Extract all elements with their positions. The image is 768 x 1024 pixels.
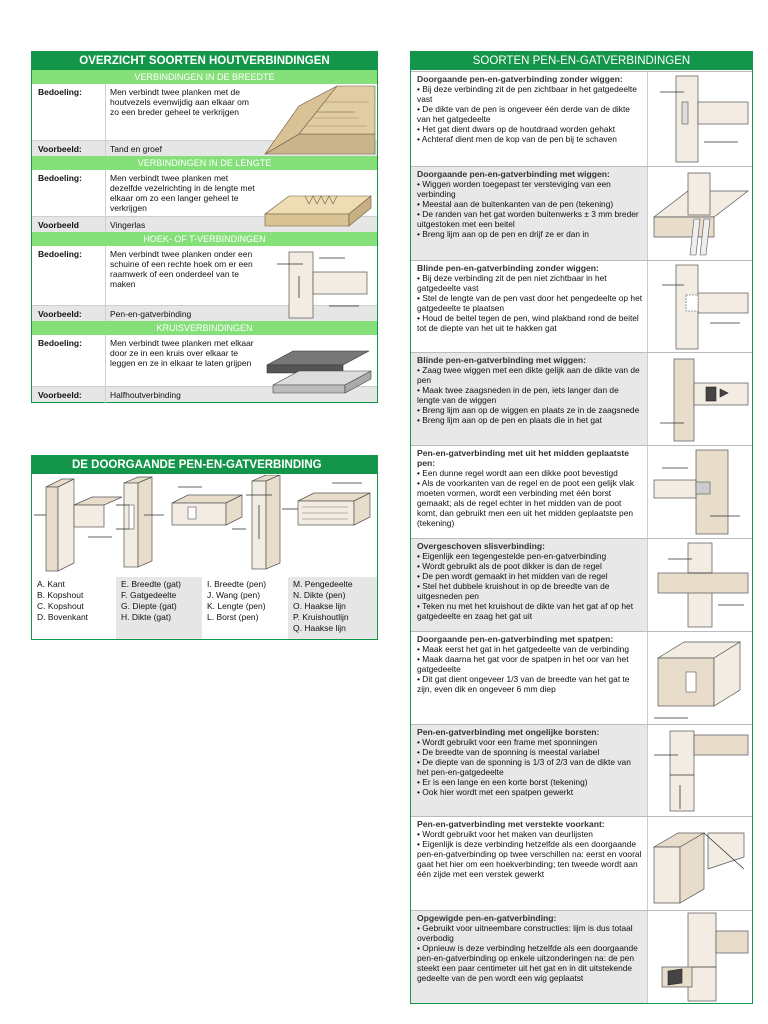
joint-type-title: Overgeschoven slisverbinding: [417,541,545,551]
legend-item: L. Borst (pen) [207,612,259,622]
joint-type-bullet: • Stel de lengte van de pen vast door het pengedeelte op het gatgedeelte te plaatsen [417,293,643,313]
joint-type-bullet: • Gebruikt voor uitneembare constructies: lijm is dus totaal overbodig [417,923,643,943]
half-lap-image [259,335,377,403]
legend-item: A. Kant [37,579,65,589]
through-joint-title: DE DOORGAANDE PEN-EN-GATVERBINDING [32,456,377,474]
joint-type-bullet: • Achteraf dient men de kop van de pen bij te schaven [417,134,643,144]
joint-type-bullet: • Als de voorkanten van de regel en de poot een gelijk vlak moeten vormen, wordt een verbinding met één borst gemaakt; als de regel echter in het midden van de poot komt, dan gebruikt men een uit het midden geplaatste pen (tekening) [417,478,643,528]
joint-type-image [647,539,752,631]
joint-type-image [647,446,752,538]
joint-types-panel [410,51,753,1004]
joint-type-bullet: • De breedte van de sponning is meestal variabel [417,747,643,757]
through-joint-legend [32,577,377,639]
joint-type-title: Pen-en-gatverbinding met uit het midden geplaatste pen: [417,448,630,468]
joint-type-item [411,816,752,910]
legend-item: M. Pengedeelte [293,579,353,589]
joint-type-bullet: • Maak daarna het gat voor de spatpen in het oor van het gatgedeelte [417,654,643,674]
example-label: Voorbeeld: [38,143,82,154]
section-heading: VERBINDINGEN IN DE LENGTE [32,156,377,170]
through-joint-drawings [32,475,377,575]
joint-type-bullet: • Stel het dubbele kruishout in op de breedte van de uitgesneden pen [417,581,643,601]
joint-type-bullet: • Breng lijm aan op de pen en drijf ze er dan in [417,229,643,239]
overview-section-width [32,70,377,156]
example-text: Halfhoutverbinding [105,387,257,403]
through-joint-panel [31,455,378,640]
drawing-tenon [172,487,246,529]
joint-type-item [411,538,752,631]
joint-type-bullet: • Breng lijm aan op de wiggen en plaats ze in de zaagsnede [417,405,643,415]
joint-type-image [647,167,752,260]
joint-type-title: Pen-en-gatverbinding met ongelijke borsten: [417,727,600,737]
joint-type-bullet: • Houd de beitel tegen de pen, wind plakband rond de beitel tot de diepte van het uit te hakken gat [417,313,643,333]
joint-type-bullet: • Maak twee zaagsneden in de pen, iets langer dan de lengte van de wiggen [417,385,643,405]
example-text: Tand en groef [105,141,257,157]
joint-type-image [647,261,752,352]
joint-type-bullet: • Eigenlijk is deze verbinding hetzelfde als een doorgaande pen-en-gatverbinding op twee verschillen na: eerst en vooral gaat het hier om een hoekverbinding; ten tweede wordt aan één zijde met een verstek gewerkt [417,839,643,879]
joint-type-bullet: • Teken nu met het kruishout de dikte van het gat af op het gatgedeelte en zaag het gat uit [417,601,643,621]
legend-item: P. Kruishoutlijn [293,612,349,622]
overview-section-corner [32,232,377,321]
joint-type-image [647,817,752,910]
meaning-text: Men verbindt twee planken met dezelfde vezelrichting in de lengte met elkaar om zo een langer geheel te verkrijgen [105,170,257,216]
joint-type-bullet: • Zaag twee wiggen met een dikte gelijk aan de dikte van de pen [417,365,643,385]
overview-section-cross [32,321,377,402]
drawing-mortise [116,477,164,567]
joint-type-bullet: • Het gat dient dwars op de houtdraad worden gehakt [417,124,643,134]
joint-type-bullet: • Meestal aan de buitenkanten van de pen (tekening) [417,199,643,209]
joint-type-item [411,71,752,166]
joint-type-item [411,724,752,816]
overview-panel [31,51,378,403]
joint-type-bullet: • Eigenlijk een tegengestelde pen-en-gatverbinding [417,551,643,561]
joint-type-title: Opgewigde pen-en-gatverbinding: [417,913,557,923]
finger-joint-image [259,170,377,232]
example-text: Vingerlas [105,217,257,233]
joint-type-title: Pen-en-gatverbinding met verstekte voorkant: [417,819,605,829]
legend-item: N. Dikte (pen) [293,590,346,600]
joint-type-title: Blinde pen-en-gatverbinding met wiggen: [417,355,587,365]
joint-type-bullet: • Maak eerst het gat in het gatgedeelte van de verbinding [417,644,643,654]
meaning-text: Men verbindt twee planken met elkaar door ze in een kruis over elkaar te leggen en ze in elkaar te laten grijpen [105,335,257,386]
legend-item: D. Bovenkant [37,612,89,622]
example-label: Voorbeeld: [38,389,82,400]
joint-type-bullet: • De randen van het gat worden buitenwerks ± 3 mm breder uitgestoken met een beitel [417,209,643,229]
joint-type-image [647,72,752,166]
legend-item: E. Breedte (gat) [121,579,182,589]
legend-item: I. Breedte (pen) [207,579,267,589]
legend-item: J. Wang (pen) [207,590,261,600]
joint-type-item [411,445,752,538]
meaning-label: Bedoeling: [38,173,82,183]
drawing-post [246,475,280,569]
joint-type-item [411,260,752,352]
joint-type-item [411,166,752,260]
joint-type-title: Blinde pen-en-gatverbinding zonder wiggen: [417,263,599,273]
joint-type-bullet: • Opnieuw is deze verbinding hetzelfde als een doorgaande pen-en-gatverbinding op enkele uitzonderingen na: de pen steekt een paar centimeter uit het gat en in dit uitstekende gedeelte van de pen wordt een wig geplaatst [417,943,643,983]
joint-type-image [647,353,752,445]
section-heading: KRUISVERBINDINGEN [32,321,377,335]
joint-type-bullet: • Wordt gebruikt voor een frame met sponningen [417,737,643,747]
joint-type-bullet: • Dit gat dient ongeveer 1/3 van de breedte van het gat te zijn, even dik en ongeveer 6 mm diep [417,674,643,694]
drawing-rail [282,483,370,525]
joint-type-bullet: • Bij deze verbinding zit de pen zichtbaar in het gatgedeelte vast [417,84,643,104]
joint-type-item [411,910,752,1003]
meaning-label: Bedoeling: [38,249,82,259]
joint-type-title: Doorgaande pen-en-gatverbinding met wiggen: [417,169,610,179]
legend-item: Q. Haakse lijn [293,623,346,633]
meaning-text: Men verbindt twee planken onder een schuine of een rechte hoek om er een raamwerk of een onderdeel van te maken [105,246,257,305]
meaning-text: Men verbindt twee planken met de houtvezels evenwijdig aan elkaar om zo een breder geheel te verkrijgen [105,84,257,140]
joint-type-bullet: • Een dunne regel wordt aan een dikke poot bevestigd [417,468,643,478]
joint-type-bullet: • Er is een lange en een korte borst (tekening) [417,777,643,787]
legend-item: C. Kopshout [37,601,84,611]
example-text: Pen-en-gatverbinding [105,306,257,322]
joint-type-bullet: • De dikte van de pen is ongeveer één derde van de dikte van het gatgedeelte [417,104,643,124]
joint-type-image [647,911,752,1003]
drawing-assembled [34,479,122,571]
legend-item: G. Diepte (gat) [121,601,177,611]
joint-type-bullet: • De diepte van de sponning is 1/3 of 2/3 van de dikte van het pen-en-gatgedeelte [417,757,643,777]
example-label: Voorbeeld [38,219,79,230]
overview-section-length [32,156,377,232]
joint-types-title: SOORTEN PEN-EN-GATVERBINDINGEN [411,52,752,70]
joint-type-bullet: • Bij deze verbinding zit de pen niet zichtbaar in het gatgedeelte vast [417,273,643,293]
joint-type-bullet: • Breng lijm aan op de pen en plaats die in het gat [417,415,643,425]
legend-item: K. Lengte (pen) [207,601,266,611]
section-heading: HOEK- OF T-VERBINDINGEN [32,232,377,246]
mortise-tenon-image [259,246,377,322]
meaning-label: Bedoeling: [38,338,82,348]
tongue-groove-image [259,84,377,158]
legend-item: F. Gatgedeelte [121,590,177,600]
joint-type-image [647,632,752,724]
joint-type-title: Doorgaande pen-en-gatverbinding zonder wiggen: [417,74,623,84]
joint-type-bullet: • Ook hier wordt met een spatpen gewerkt [417,787,643,797]
joint-type-bullet: • Wordt gebruikt als de poot dikker is dan de regel [417,561,643,571]
section-heading: VERBINDINGEN IN DE BREEDTE [32,70,377,84]
legend-item: H. Dikte (gat) [121,612,172,622]
joint-type-title: Doorgaande pen-en-gatverbinding met spatpen: [417,634,614,644]
example-label: Voorbeeld: [38,308,82,319]
legend-item: B. Kopshout [37,590,84,600]
joint-type-item [411,352,752,445]
legend-item: O. Haakse lijn [293,601,346,611]
meaning-label: Bedoeling: [38,87,82,97]
overview-title: OVERZICHT SOORTEN HOUTVERBINDINGEN [32,52,377,70]
joint-type-bullet: • De pen wordt gemaakt in het midden van de regel [417,571,643,581]
joint-type-bullet: • Wordt gebruikt voor het maken van deurlijsten [417,829,643,839]
joint-type-bullet: • Wiggen worden toegepast ter versteviging van een verbinding [417,179,643,199]
joint-type-image [647,725,752,816]
joint-type-item [411,631,752,724]
